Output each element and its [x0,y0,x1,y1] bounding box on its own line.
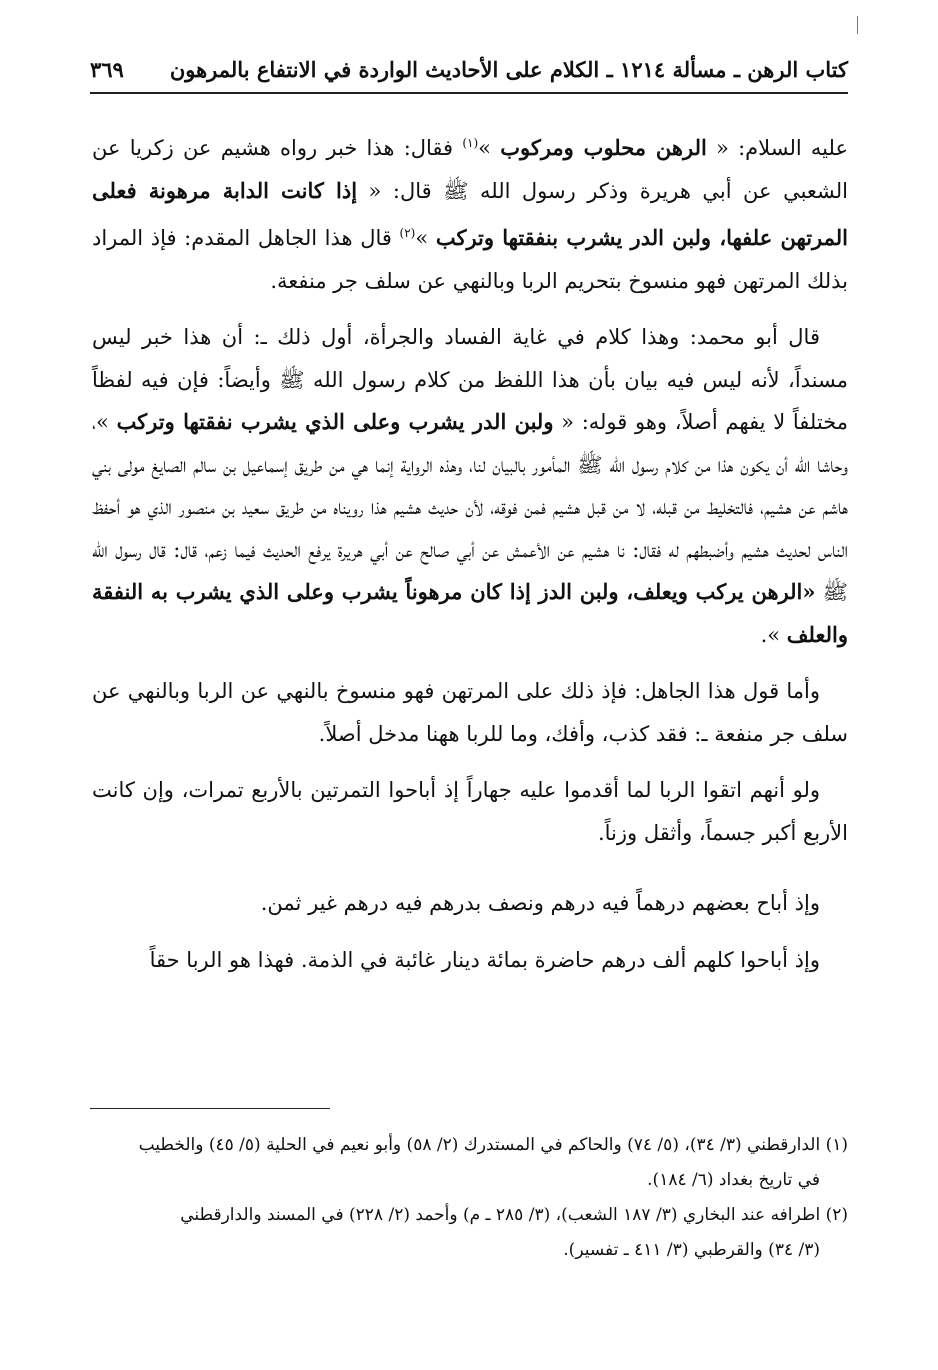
text-run: ». [760,622,787,647]
page-number: ٣٦٩ [90,56,124,82]
hadith-quote: الرهن محلوب ومركوب [500,135,707,160]
footnotes [92,1128,848,1268]
footnote-ref-1: (١) [462,136,479,150]
paragraph-2 [92,316,848,656]
footnote-2-continued: (٣/ ٣٤) والقرطبي (٣/ ٤١١ ـ تفسير). [563,1240,820,1260]
text-run: فقال: هذا خبر رواه هشيم عن زكريا عن الشعبي عن أبي هريرة وذكر رسول الله ﷺ قال: « [92,136,849,203]
paragraph-1 [92,122,848,302]
hadith-quote: ولبن الدر يشرب وعلى الذي يشرب نفقتها وتركب [116,409,554,434]
margin-mark [857,16,858,34]
header-title: كتاب الرهن ـ مسألة ١٢١٤ ـ الكلام على الأحاديث الواردة في الانتفاع بالمرهون [169,56,848,82]
footnote-2: (٢) اطرافه عند البخاري (٣/ ١٨٧ الشعب)، (٣/ ٢٨٥ ـ م) وأحمد (٢/ ٢٢٨) في المسند والدارقطني [180,1205,848,1225]
footnote-ref-2: (٢) [399,226,416,240]
text-run: » [478,136,501,160]
footnote-1-continued: في تاريخ بغداد (٦/ ١٨٤). [647,1170,820,1190]
main-text [92,122,848,995]
text-run: قال أبو محمد: وهذا كلام في غاية الفساد والجرأة، أول ذلك ـ: أن هذا خبر ليس مسنداً، لأنه ليس فيه بيان بأن هذا اللفظ من كلام رسول الله ﷺ وأيضاً: فإن فيه لفظاً مختلفاً لا يفهم أصلاً، وهو قوله: « [92,325,848,434]
hadith-quote: إذا كانت الدابة مرهونة فعلى المرتهن علفها، ولبن الدر يشرب بنفقتها وتركب [92,177,849,250]
footnote-1: (١) الدارقطني (٣/ ٣٤)، (٥/ ٧٤) والحاكم في المستدرك (٢/ ٥٨) وأبو نعيم في الحلية (٥/ ٤٥) والخطيب [138,1135,848,1155]
footnote-separator [90,1108,330,1109]
hadith-quote: «الرهن يركب ويعلف، ولبن الدز إذا كان مرهوناً يشرب وعلى الذي يشرب به النفقة والعلف [92,579,848,647]
paragraph-5: وإذ أباح بعضهم درهماً فيه درهم ونصف بدرهم فيه درهم غير ثمن. [260,891,820,915]
text-run: عليه السلام: « [706,136,848,160]
text-run: »، وحاشا الله أن يكون هذا من كلام رسول الله ﷺ المأمور بالبيان لنا، وهذه الرواية إنما هي من طريق إسماعيل بن سالم الصايغ مولى بني هاشم عن هشيم، فالتخليط من قبله، لا من قبل هشيم فمن فوقه، لأن حديث هشيم هذا رويناه من طريق سعيد بن منصور الذي هو أحفظ الناس لحديث هشيم وأضبطهم له فقال: نا هشيم عن الأعمش عن أبي صالح عن أبي هريرة يرفع الحديث فيما زعم، قال: قال رسول الله ﷺ [92,410,848,604]
text-run: قال هذا الجاهل المقدم: فإذ المراد بذلك المرتهن فهو منسوخ بتحريم الربا وبالنهي عن سلف جر منفعة. [92,226,848,293]
paragraph-6: وإذ أباحوا كلهم ألف درهم حاضرة بمائة دينار غائبة في الذمة. فهذا هو الربا حقاً [149,947,820,972]
text-run: » [415,226,436,250]
paragraph-3: وأما قول هذا الجاهل: فإذ ذلك على المرتهن فهو منسوخ بالنهي عن الربا وبالنهي عن سلف جر منفعة ـ: فقد كذب، وأفك، وما للربا ههنا مدخل أصلاً. [92,679,848,746]
paragraph-4: ولو أنهم اتقوا الربا لما أقدموا عليه جهاراً إذ أباحوا التمرتين بالأربع تمرات، وإن كانت الأربع أكبر جسماً، وأثقل وزناً. [92,778,848,845]
running-header [90,46,848,94]
